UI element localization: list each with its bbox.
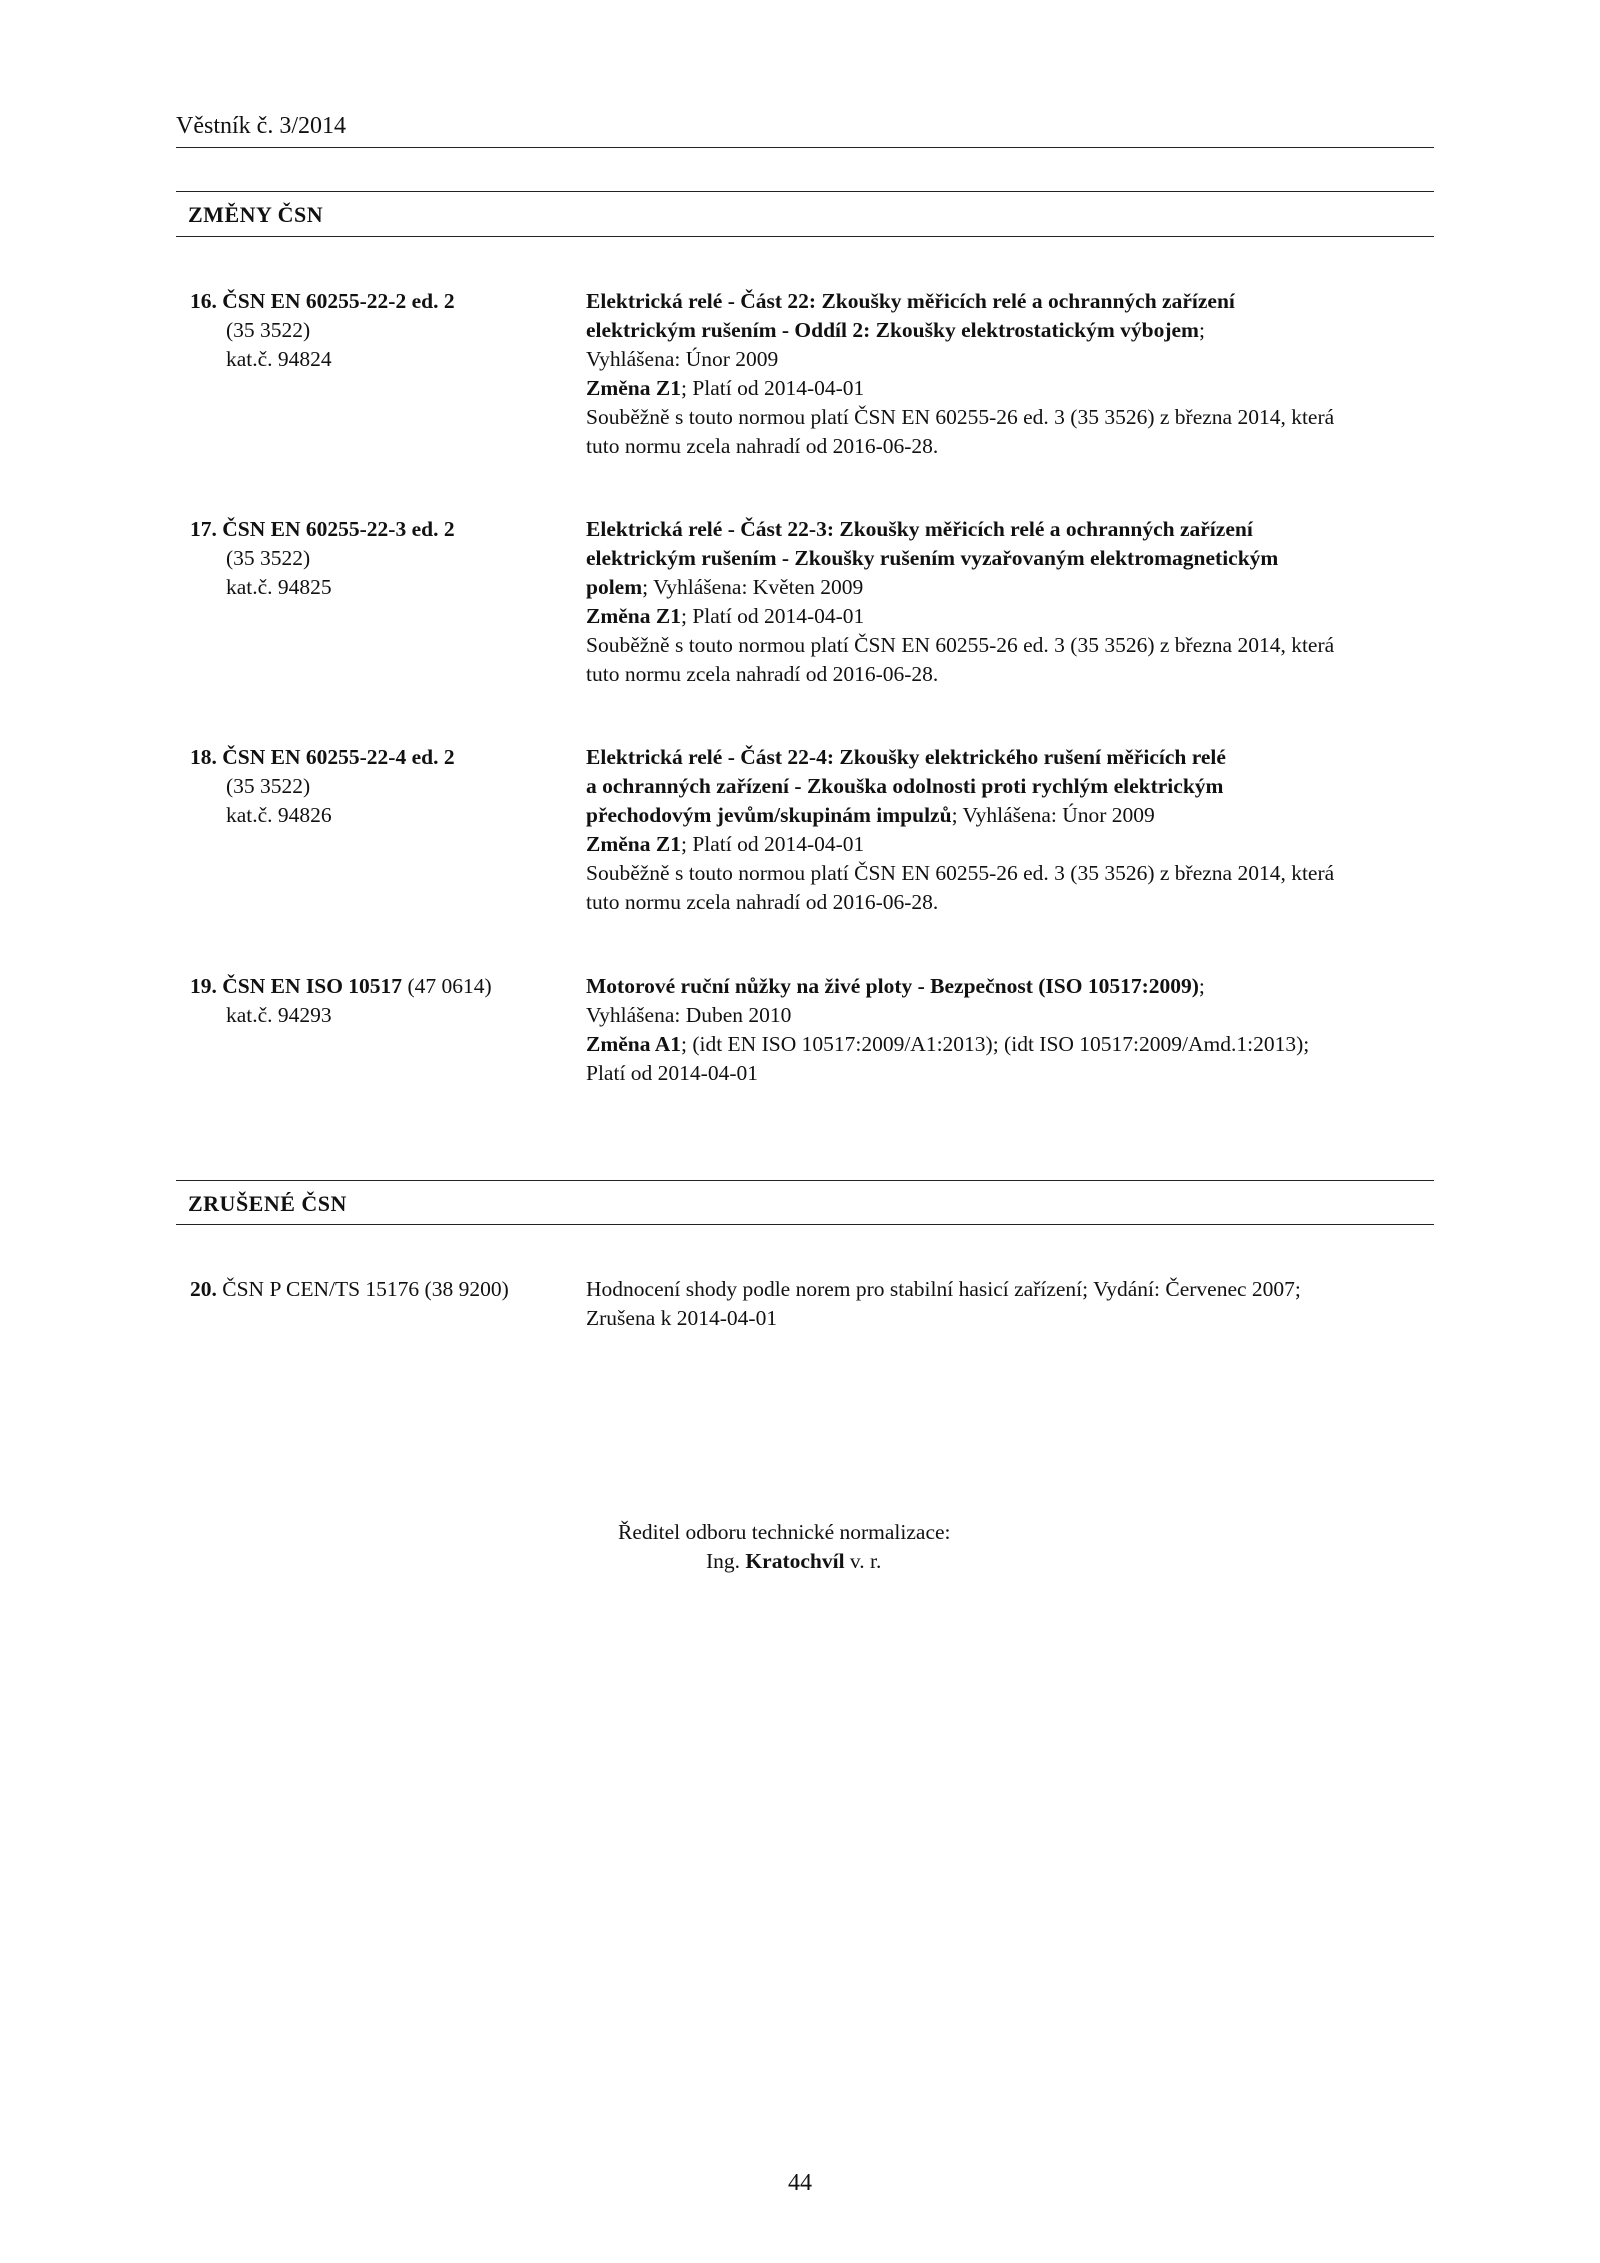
class-code: (35 3522) xyxy=(226,774,311,798)
change-label: Změna Z1 xyxy=(586,604,681,628)
replacement-note: Souběžně s touto normou platí ČSN EN 60255-26 ed. 3 (35 3526) z března 2014, která xyxy=(586,405,1335,429)
standard-title: Elektrická relé - Část 22: Zkoušky měřicích relé a ochranných zařízení xyxy=(586,289,1235,313)
valid-from: Platí od 2014-04-01 xyxy=(586,1061,758,1085)
announced-date: ; Vyhlášena: Únor 2009 xyxy=(951,803,1155,827)
catalog-number: kat.č. 94826 xyxy=(226,803,332,827)
standard-title-cont: elektrickým rušením - Oddíl 2: Zkoušky elektrostatickým výbojem xyxy=(586,318,1199,342)
standard-code: ČSN EN ISO 10517 xyxy=(222,974,403,998)
standard-title-cont: elektrickým rušením - Zkoušky rušením vyzařovaným elektromagnetickým xyxy=(586,546,1279,570)
signature-suffix: v. r. xyxy=(849,1549,882,1573)
section-top-rule xyxy=(176,191,1434,192)
entry-number: 18. xyxy=(190,745,217,769)
entry-identifier xyxy=(190,287,590,374)
replacement-note-cont: tuto normu zcela nahradí od 2016-06-28. xyxy=(586,434,939,458)
change-validity: ; Platí od 2014-04-01 xyxy=(680,376,865,400)
entry-identifier xyxy=(190,743,590,830)
entry-number: 16. xyxy=(190,289,217,313)
entry-description: Motorové ruční nůžky na živé ploty - Bezpečnost (ISO 10517:2009); Vyhlášena: Duben 2010 Změna A1; (idt EN ISO 10517:2009/A1:2013); (idt ISO 10517:2009/Amd.1:2013); Platí od 2014-04-01 xyxy=(586,972,1434,1088)
header-divider xyxy=(176,147,1434,148)
replacement-note-cont: tuto normu zcela nahradí od 2016-06-28. xyxy=(586,662,939,686)
section-top-rule xyxy=(176,1180,1434,1181)
change-label: Změna A1 xyxy=(586,1032,681,1056)
signature-name: Kratochvíl xyxy=(745,1549,845,1573)
entry-number: 20. xyxy=(190,1277,217,1301)
signature-block xyxy=(618,1518,951,1576)
standard-title: Hodnocení shody podle norem pro stabilní hasicí zařízení; Vydání: Červenec 2007; xyxy=(586,1277,1301,1301)
standard-title: Motorové ruční nůžky na živé ploty - Bezpečnost (ISO 10517:2009) xyxy=(586,974,1199,998)
entry-identifier xyxy=(190,972,590,1030)
standard-code: ČSN EN 60255-22-4 ed. 2 xyxy=(222,745,455,769)
replacement-note: Souběžně s touto normou platí ČSN EN 60255-26 ed. 3 (35 3526) z března 2014, která xyxy=(586,861,1335,885)
catalog-number: kat.č. 94824 xyxy=(226,347,332,371)
standard-code: ČSN EN 60255-22-3 ed. 2 xyxy=(222,517,455,541)
change-details: ; (idt EN ISO 10517:2009/A1:2013); (idt ISO 10517:2009/Amd.1:2013); xyxy=(680,1032,1310,1056)
class-code: (35 3522) xyxy=(226,546,311,570)
entry-description xyxy=(586,743,1434,917)
catalog-number: kat.č. 94293 xyxy=(226,1003,332,1027)
change-validity: ; Platí od 2014-04-01 xyxy=(680,832,865,856)
bulletin-header: Věstník č. 3/2014 xyxy=(176,113,346,139)
standard-title-cont: a ochranných zařízení - Zkouška odolnosti proti rychlým elektrickým xyxy=(586,774,1224,798)
change-label: Změna Z1 xyxy=(586,832,681,856)
section-bottom-rule xyxy=(176,236,1434,237)
replacement-note-cont: tuto normu zcela nahradí od 2016-06-28. xyxy=(586,890,939,914)
standard-title: Elektrická relé - Část 22-4: Zkoušky elektrického rušení měřicích relé xyxy=(586,745,1226,769)
class-code: (35 3522) xyxy=(226,318,311,342)
entry-number: 17. xyxy=(190,517,217,541)
replacement-note: Souběžně s touto normou platí ČSN EN 60255-26 ed. 3 (35 3526) z března 2014, která xyxy=(586,633,1335,657)
cancellation-date: Zrušena k 2014-04-01 xyxy=(586,1306,778,1330)
section-title-cancelled: ZRUŠENÉ ČSN xyxy=(188,1191,347,1216)
entry-description: Elektrická relé - Část 22: Zkoušky měřicích relé a ochranných zařízení elektrickým rušením - Oddíl 2: Zkoušky elektrostatickým výbojem; Vyhlášena: Únor 2009 Změna Z1; Platí od 2014-04-01 Souběžně s touto normou platí ČSN EN 60255-26 ed. 3 (35 3526) z března 2014, která tuto normu zcela nahradí od 2016-06-28. xyxy=(586,287,1434,461)
announced-date: Vyhlášena: Duben 2010 xyxy=(586,1003,792,1027)
standard-title: Elektrická relé - Část 22-3: Zkoušky měřicích relé a ochranných zařízení xyxy=(586,517,1253,541)
entry-description xyxy=(586,1275,1434,1333)
announced-date: Vyhlášena: Únor 2009 xyxy=(586,347,779,371)
standard-title-end: polem xyxy=(586,575,643,599)
section-title-changes: ZMĚNY ČSN xyxy=(188,202,324,227)
page-number: 44 xyxy=(788,2170,812,2196)
signature-prefix: Ing. xyxy=(706,1549,741,1573)
signature-role: Ředitel odboru technické normalizace: xyxy=(618,1520,951,1544)
standard-code: ČSN P CEN/TS 15176 (38 9200) xyxy=(222,1277,509,1301)
change-label: Změna Z1 xyxy=(586,376,681,400)
class-code: (47 0614) xyxy=(407,974,492,998)
entry-description xyxy=(586,515,1434,689)
catalog-number: kat.č. 94825 xyxy=(226,575,332,599)
change-validity: ; Platí od 2014-04-01 xyxy=(680,604,865,628)
announced-date: ; Vyhlášena: Květen 2009 xyxy=(642,575,864,599)
standard-code: ČSN EN 60255-22-2 ed. 2 xyxy=(222,289,455,313)
standard-title-end: přechodovým jevům/skupinám impulzů xyxy=(586,803,952,827)
section-bottom-rule xyxy=(176,1224,1434,1225)
entry-number: 19. xyxy=(190,974,217,998)
entry-identifier xyxy=(190,515,590,602)
entry-identifier xyxy=(190,1275,590,1304)
